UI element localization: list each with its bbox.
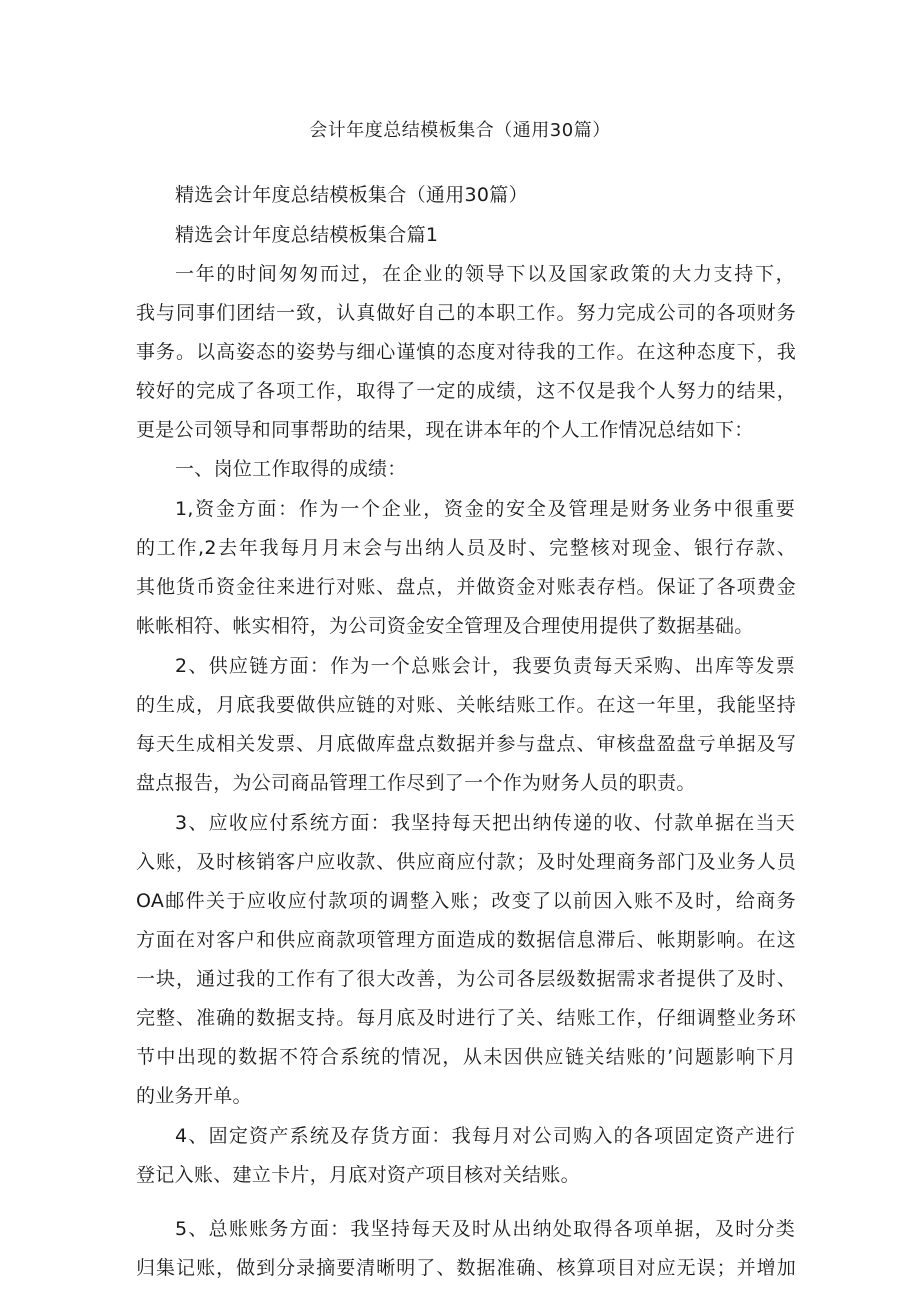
subheading-line: 一、岗位工作取得的成绩：	[175, 458, 407, 480]
paragraph-line: 5、总账账务方面：我坚持每天及时从出纳处取得各项单据，及时分类	[175, 1218, 795, 1240]
paragraph-line: 1,资金方面：作为一个企业，资金的安全及管理是财务业务中很重要	[175, 498, 795, 520]
document-title: 会计年度总结模板集合（通用30篇）	[309, 120, 611, 141]
paragraph-line: 4、固定资产系统及存货方面：我每月对公司购入的各项固定资产进行	[175, 1125, 795, 1147]
paragraph-line: 每天生成相关发票、月底做库盘点数据并参与盘点、审核盘盈盘亏单据及写	[136, 733, 796, 755]
paragraph-line: 登记入账、建立卡片，月底对资产项目核对关结账。	[136, 1164, 580, 1186]
paragraph-line: 一年的时间匆匆而过，在企业的领导下以及国家政策的大力支持下，	[175, 263, 795, 285]
subtitle-line: 精选会计年度总结模板集合（通用30篇）	[175, 184, 528, 206]
paragraph-line: 完整、准确的数据支持。每月底及时进行了关、结账工作，仔细调整业务环	[136, 1007, 796, 1029]
paragraph-line: OA邮件关于应收应付款项的调整入账；改变了以前因入账不及时，给商务	[136, 890, 796, 912]
paragraph-line: 3、应收应付系统方面：我坚持每天把出纳传递的收、付款单据在当天	[175, 812, 795, 834]
paragraph-line: 方面在对客户和供应商款项管理方面造成的数据信息滞后、帐期影响。在这	[136, 929, 796, 951]
paragraph-line: 的工作,2去年我每月月末会与出纳人员及时、完整核对现金、银行存款、	[136, 537, 796, 559]
paragraph-line: 的业务开单。	[136, 1085, 252, 1107]
paragraph-line: 2、供应链方面：作为一个总账会计，我要负责每天采购、出库等发票	[175, 655, 795, 677]
paragraph-line: 入账，及时核销客户应收款、供应商应付款；及时处理商务部门及业务人员	[136, 851, 796, 873]
paragraph-line: 节中出现的数据不符合系统的情况，从未因供应链关结账的’问题影响下月	[136, 1046, 796, 1068]
paragraph-line: 更是公司领导和同事帮助的结果，现在讲本年的个人工作情况总结如下：	[136, 419, 754, 441]
paragraph-line: 的生成，月底我要做供应链的对账、关帐结账工作。在这一年里，我能坚持	[136, 694, 796, 716]
paragraph-line: 归集记账，做到分录摘要清晰明了、数据准确、核算项目对应无误；并增加	[136, 1257, 796, 1279]
paragraph-line: 帐帐相符、帐实相符，为公司资金安全管理及合理使用提供了数据基础。	[136, 615, 754, 637]
paragraph-line: 事务。以高姿态的姿势与细心谨慎的态度对待我的工作。在这种态度下，我	[136, 341, 796, 363]
paragraph-line: 我与同事们团结一致，认真做好自己的本职工作。努力完成公司的各项财务	[136, 302, 796, 324]
paragraph-line: 较好的完成了各项工作，取得了一定的成绩，这不仅是我个人努力的结果，	[136, 380, 796, 402]
paragraph-line: 一块，通过我的工作有了很大改善，为公司各层级数据需求者提供了及时、	[136, 968, 796, 990]
paragraph-line: 盘点报告，为公司商品管理工作尽到了一个作为财务人员的职责。	[136, 772, 696, 794]
paragraph-line: 其他货币资金往来进行对账、盘点，并做资金对账表存档。保证了各项费金	[136, 576, 796, 598]
section-heading: 精选会计年度总结模板集合篇1	[175, 224, 439, 246]
